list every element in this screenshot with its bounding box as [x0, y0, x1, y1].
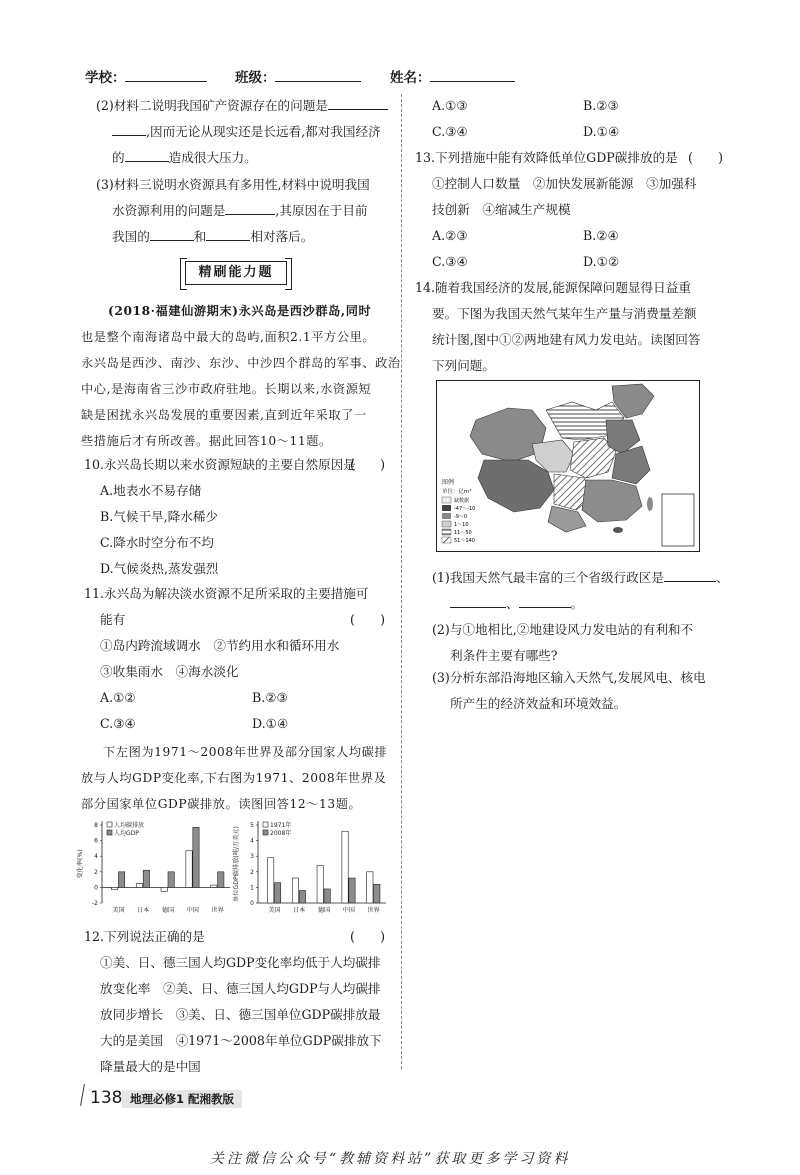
q-material2-line3	[112, 145, 257, 171]
q12-line: 降量最大的是中国	[100, 1059, 201, 1074]
q14-sub3-line2: 所产生的经济效益和环境效益。	[450, 696, 627, 711]
china-gas-map	[436, 380, 700, 552]
y-tick-label: 2	[250, 868, 254, 876]
text: 、	[715, 570, 729, 585]
y-tick-label: 8	[94, 822, 98, 829]
south-china-sea-inset	[662, 494, 694, 546]
q13-stem: 13.下列措施中能有效降低单位GDP碳排放的是	[415, 150, 678, 165]
text: 。	[570, 596, 584, 611]
bar-人均GDP-美国	[118, 872, 124, 888]
q11-option-b[interactable]: B.②③	[252, 690, 288, 705]
text: ,因而无论从现实还是长远看,都对我国经济	[146, 124, 381, 139]
x-tick-label: 世界	[367, 907, 380, 914]
q12-answer-bracket[interactable]: ( )	[350, 929, 386, 944]
bar-人均碳排放-日本	[136, 884, 142, 888]
intro-line: 部分国家单位GDP碳排放。读图回答12～13题。	[81, 797, 362, 811]
x-tick-label: 日本	[293, 907, 306, 914]
q11-items-line2: ③收集雨水 ④海水淡化	[100, 664, 239, 679]
x-tick-label: 德国	[317, 907, 331, 914]
y-tick-label: 3	[250, 853, 254, 861]
q10-option-d[interactable]: D.气候炎热,蒸发强烈	[100, 561, 219, 576]
bar-人均碳排放-中国	[186, 851, 192, 888]
x-tick-label: 中国	[186, 907, 199, 914]
y-tick-label: 2	[94, 868, 98, 876]
q12-line: 大的是美国 ④1971～2008年单位GDP碳排放下	[100, 1033, 382, 1048]
answer-blank[interactable]	[519, 593, 571, 608]
book-label: 地理必修1 配湘教版	[122, 1090, 242, 1108]
school-label: 学校：	[85, 70, 126, 86]
bar-2008年-日本	[299, 891, 305, 903]
intro-line: 放与人均GDP变化率,下右图为1971、2008年世界及	[81, 771, 387, 785]
text: (1)我国天然气最丰富的三个省级行政区是	[432, 570, 664, 585]
q-material3-line1: (3)材料三说明水资源具有多用性,材料中说明我国	[96, 177, 370, 192]
q10-option-c[interactable]: C.降水时空分布不均	[100, 535, 214, 550]
legend-item: -9～0	[454, 514, 468, 520]
intro-line: 下左图为1971～2008年世界及部分国家人均碳排	[103, 745, 388, 759]
q-material2-line1	[96, 93, 388, 119]
bar-人均GDP-世界	[218, 872, 224, 888]
legend-title: 图例	[442, 479, 455, 486]
legend-label: 1971年	[270, 822, 292, 829]
q13-option-b[interactable]: B.②④	[583, 228, 619, 243]
q10-option-a[interactable]: A.地表水不易存储	[100, 483, 202, 498]
text: 造成很大压力。	[168, 150, 257, 165]
passage-line: 永兴岛是西沙、南沙、东沙、中沙四个群岛的军事、政治	[81, 356, 401, 370]
passage-line: 缺是困扰永兴岛发展的重要因素,直到近年采取了一	[81, 408, 367, 422]
chart-carbon-per-gdp	[230, 815, 390, 920]
q13-option-a[interactable]: A.②③	[432, 228, 468, 243]
text: 、	[506, 596, 519, 611]
region-taiwan	[647, 497, 653, 511]
q10-answer-bracket[interactable]: ( )	[350, 457, 386, 472]
q12-line: ①美、日、德三国人均GDP变化率均低于人均碳排	[100, 955, 381, 970]
bar-2008年-美国	[274, 883, 280, 903]
q14-stem-line: 要。下图为我国天然气某年生产量与消费量差额	[432, 306, 697, 321]
passage-line: (2018·福建仙游期末)永兴岛是西沙群岛,同时	[108, 304, 372, 318]
bar-2008年-德国	[324, 889, 330, 903]
q13-answer-bracket[interactable]: ( )	[688, 150, 724, 165]
legend-item: 51～140	[454, 538, 475, 544]
y-tick-label: 1	[250, 884, 254, 892]
text: 和	[193, 229, 207, 244]
x-tick-label: 德国	[161, 907, 175, 914]
q14-sub1-line1	[432, 565, 729, 591]
q11-stem-line1: 11.永兴岛为解决淡水资源不足所采取的主要措施可	[84, 586, 369, 601]
footer-slash	[80, 1084, 86, 1106]
legend-item: 1～10	[454, 522, 469, 528]
q12-line: 放同步增长 ③美、日、德三国单位GDP碳排放最	[100, 1007, 381, 1022]
legend-swatch	[263, 830, 268, 835]
q14-sub2-line1: (2)与①地相比,②地建设风力发电站的有利和不	[432, 622, 694, 637]
legend-swatch	[442, 513, 451, 519]
text: 水资源利用的问题是	[112, 203, 226, 218]
legend-swatch	[442, 521, 451, 527]
class-label: 班级：	[235, 70, 276, 86]
q13-items-line1: ①控制人口数量 ②加快发展新能源 ③加强科	[432, 176, 697, 191]
legend-swatch	[442, 497, 451, 503]
answer-blank[interactable]	[225, 200, 275, 215]
legend-swatch	[442, 537, 451, 543]
legend-swatch	[442, 505, 451, 511]
legend-unit: 单位：亿m³	[442, 489, 472, 495]
q11-answer-bracket[interactable]: ( )	[350, 612, 386, 627]
q13-option-c[interactable]: C.③④	[432, 254, 468, 269]
y-tick-label: 6	[94, 837, 98, 845]
legend-swatch	[107, 822, 112, 827]
bar-人均GDP-日本	[143, 870, 149, 887]
q12-option-c[interactable]: C.③④	[432, 124, 468, 139]
q10-option-b[interactable]: B.气候干旱,降水稀少	[100, 509, 219, 524]
bar-1971年-世界	[367, 872, 373, 903]
q-material3-line3	[112, 224, 313, 250]
q10-stem: 10.永兴岛长期以来水资源短缺的主要自然原因是	[84, 457, 356, 472]
q11-items-line1: ①岛内跨流域调水 ②节约用水和循环用水	[100, 638, 340, 653]
answer-blank[interactable]	[112, 121, 146, 136]
class-field[interactable]	[275, 81, 361, 82]
legend-item: 缺数据	[454, 498, 470, 504]
q11-option-d[interactable]: D.①④	[252, 716, 289, 731]
y-tick-label: 0	[94, 884, 98, 892]
answer-blank[interactable]	[450, 593, 506, 608]
q12-stem: 12.下列说法正确的是	[84, 929, 205, 944]
name-label: 姓名：	[390, 70, 431, 86]
bar-1971年-美国	[267, 858, 273, 903]
q13-items-line2: 技创新 ④缩减生产规模	[432, 202, 571, 217]
y-axis-label: 变化率(%)	[77, 849, 84, 879]
legend-swatch	[263, 822, 268, 827]
q-material2-line2	[112, 119, 381, 145]
text: 我国的	[112, 229, 150, 244]
bar-人均碳排放-世界	[211, 885, 217, 887]
q12-line: 放变化率 ②美、日、德三国人均GDP与人均碳排	[100, 981, 381, 996]
y-tick-label: -2	[92, 900, 98, 907]
text: ,其原因在于目前	[275, 203, 368, 218]
legend-label: 人均GDP	[114, 830, 139, 837]
x-tick-label: 美国	[268, 907, 281, 914]
legend-label: 2008年	[270, 830, 292, 837]
x-tick-label: 中国	[342, 907, 355, 914]
text: 相对落后。	[250, 229, 314, 244]
page-number: 138	[90, 1088, 123, 1108]
bar-人均碳排放-德国	[161, 887, 167, 891]
bar-1971年-日本	[292, 878, 298, 903]
y-tick-label: 4	[250, 837, 254, 845]
name-field[interactable]	[430, 81, 515, 82]
q14-stem-line: 下列问题。	[432, 358, 495, 373]
school-field[interactable]	[125, 81, 207, 82]
answer-blank[interactable]	[125, 147, 169, 162]
legend-item: -47～-10	[454, 506, 476, 512]
passage-line: 些措施后才有所改善。据此回答10～11题。	[81, 434, 332, 448]
legend-label: 人均碳排放	[114, 822, 145, 829]
text: (2)材料二说明我国矿产资源存在的问题是	[96, 98, 328, 113]
answer-blank[interactable]	[206, 226, 250, 241]
q11-stem-line2: 能有	[100, 612, 126, 627]
student-info-header	[85, 66, 525, 86]
q12-option-a[interactable]: A.①③	[432, 98, 468, 113]
q14-sub1-line2	[450, 591, 583, 617]
q11-option-a[interactable]: A.①②	[100, 690, 136, 705]
y-axis-label: 单位GDP碳排放(吨/万美元)	[233, 826, 240, 902]
q14-stem-line: 统计图,图中①②两地建有风力发电站。读图回答	[432, 332, 701, 347]
bar-人均碳排放-美国	[111, 887, 117, 889]
bar-人均GDP-中国	[193, 827, 199, 887]
q11-option-c[interactable]: C.③④	[100, 716, 136, 731]
x-tick-label: 美国	[112, 907, 125, 914]
q12-option-d[interactable]: D.①④	[583, 124, 620, 139]
legend-swatch	[442, 529, 451, 535]
q14-sub2-line2: 利条件主要有哪些?	[450, 648, 558, 663]
q13-option-d[interactable]: D.①②	[583, 254, 620, 269]
q14-stem-line: 14.随着我国经济的发展,能源保障问题显得日益重	[415, 280, 691, 295]
section-title: 精刷能力题	[185, 261, 287, 285]
text: 的	[112, 150, 125, 165]
bar-1971年-德国	[317, 866, 323, 903]
answer-blank[interactable]	[150, 226, 194, 241]
y-tick-label: 5	[250, 822, 254, 829]
q12-option-b[interactable]: B.②③	[583, 98, 619, 113]
answer-blank[interactable]	[328, 95, 388, 110]
passage-line: 中心,是海南省三沙市政府驻地。长期以来,水资源短	[81, 382, 372, 396]
chart-change-rate	[74, 815, 234, 920]
bar-2008年-中国	[349, 878, 355, 903]
region-hainan	[613, 527, 623, 533]
y-tick-label: 0	[250, 900, 254, 907]
passage-line: 也是整个南海诸岛中最大的岛屿,面积2.1平方公里。	[81, 330, 376, 344]
x-tick-label: 日本	[137, 907, 150, 914]
legend-item: 11～50	[454, 530, 472, 536]
bar-人均GDP-德国	[168, 872, 174, 888]
y-tick-label: 4	[94, 853, 98, 861]
bar-1971年-中国	[342, 831, 348, 903]
q-material3-line2	[112, 198, 368, 224]
column-divider	[401, 94, 402, 1069]
x-tick-label: 世界	[211, 907, 224, 914]
answer-blank[interactable]	[664, 567, 716, 582]
legend-swatch	[107, 830, 112, 835]
q14-sub3-line1: (3)分析东部沿海地区输入天然气,发展风电、核电	[432, 670, 706, 685]
footer-note: 关注微信公众号“教辅资料站”获取更多学习资料	[210, 1151, 571, 1167]
bar-2008年-世界	[374, 884, 380, 903]
